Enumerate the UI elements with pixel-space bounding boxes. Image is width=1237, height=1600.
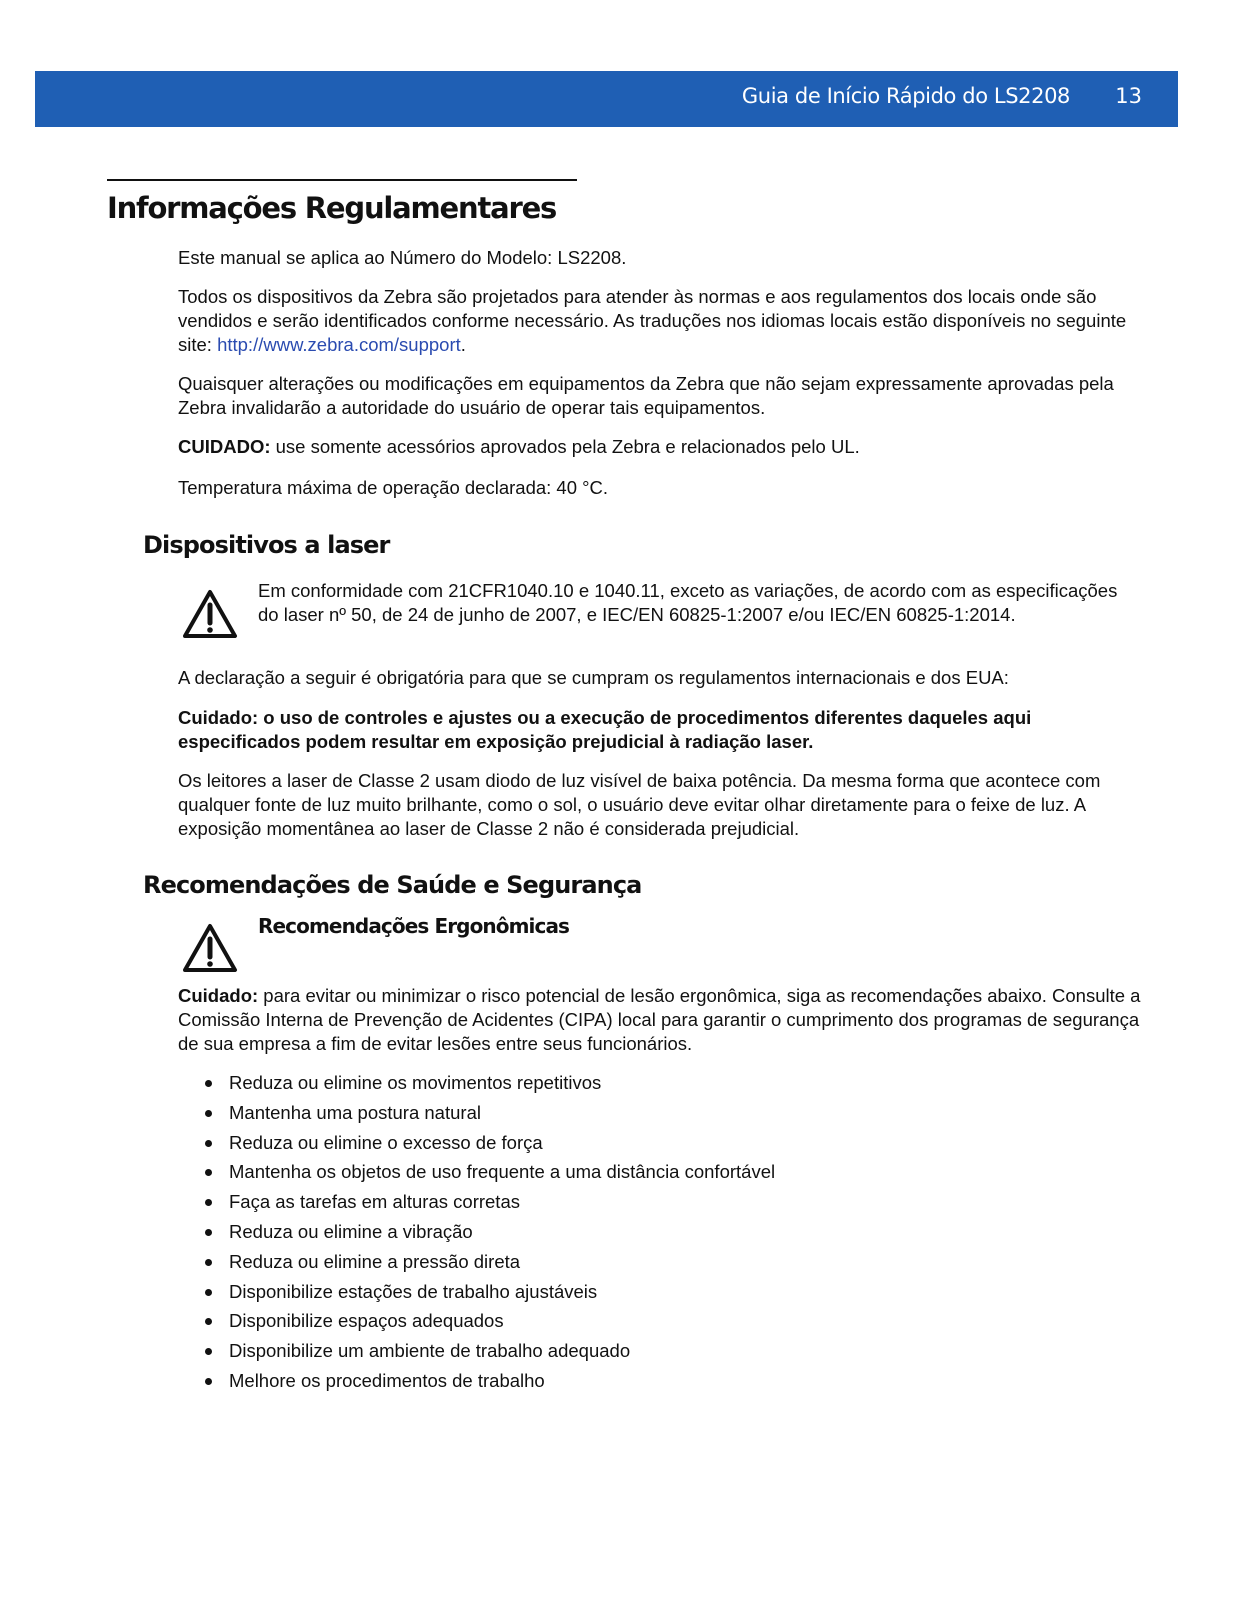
compliance-text-end: .: [460, 334, 466, 355]
warning-triangle-icon: [181, 588, 239, 640]
laser-compliance-paragraph: Em conformidade com 21CFR1040.10 e 1040.11, exceto as variações, de acordo com as especificações do laser nº 50, de 24 de junho de 2007, e IEC/EN 60825-1:2007 e/ou IEC/EN 60825-1:2014.: [258, 580, 1118, 625]
ergonomic-caution-paragraph: [178, 984, 1148, 1056]
document-title: Guia de Início Rápido do LS2208: [741, 84, 1070, 108]
ergonomic-list: [198, 1071, 775, 1399]
section-divider: [107, 179, 577, 181]
list-item: Reduza ou elimine a vibração: [198, 1220, 775, 1250]
bullet-icon: [205, 1199, 212, 1206]
list-item: Disponibilize estações de trabalho ajustáveis: [198, 1280, 775, 1310]
laser-statement-paragraph: A declaração a seguir é obrigatória para que se cumpram os regulamentos internacionais e dos EUA:: [178, 667, 1009, 688]
warning-triangle-icon: [181, 922, 239, 974]
laser-section-title: Dispositivos a laser: [143, 531, 390, 559]
caution-label: CUIDADO:: [178, 436, 271, 457]
list-item: Mantenha uma postura natural: [198, 1101, 775, 1131]
accessories-caution: [178, 435, 1148, 459]
section-title: Informações Regulamentares: [107, 191, 557, 225]
bullet-icon: [205, 1140, 212, 1147]
list-item: Melhore os procedimentos de trabalho: [198, 1369, 775, 1399]
bullet-icon: [205, 1259, 212, 1266]
ergonomic-caution-label: Cuidado:: [178, 985, 259, 1006]
compliance-paragraph: [178, 285, 1148, 357]
caution-text: use somente acessórios aprovados pela Zebra e relacionados pelo UL.: [270, 436, 860, 457]
bullet-icon: [205, 1318, 212, 1325]
bullet-icon: [205, 1348, 212, 1355]
list-item: Disponibilize um ambiente de trabalho adequado: [198, 1339, 775, 1369]
health-section-title: Recomendações de Saúde e Segurança: [143, 871, 642, 899]
list-item: Reduza ou elimine o excesso de força: [198, 1131, 775, 1161]
page-header-bar: [35, 71, 1178, 127]
bullet-icon: [205, 1378, 212, 1385]
bullet-icon: [205, 1169, 212, 1176]
page-number: 13: [1115, 84, 1142, 108]
list-item: Disponibilize espaços adequados: [198, 1309, 775, 1339]
modifications-paragraph: Quaisquer alterações ou modificações em equipamentos da Zebra que não sejam expressamente aprovadas pela Zebra invalidarão a autoridade do usuário de operar tais equipamentos.: [178, 373, 1114, 418]
list-item: Reduza ou elimine a pressão direta: [198, 1250, 775, 1280]
laser-caution-paragraph: Cuidado: o uso de controles e ajustes ou a execução de procedimentos diferentes daqueles aqui especificados podem resultar em exposição prejudicial à radiação laser.: [178, 707, 1032, 752]
list-item: Mantenha os objetos de uso frequente a uma distância confortável: [198, 1160, 775, 1190]
model-paragraph: Este manual se aplica ao Número do Modelo: LS2208.: [178, 247, 627, 268]
list-item: Reduza ou elimine os movimentos repetitivos: [198, 1071, 775, 1101]
bullet-icon: [205, 1289, 212, 1296]
bullet-icon: [205, 1110, 212, 1117]
class2-paragraph: Os leitores a laser de Classe 2 usam diodo de luz visível de baixa potência. Da mesma forma que acontece com qualquer fonte de luz muito brilhante, como o sol, o usuário deve evitar olhar diretamente para o feixe de luz. A exposição momentânea ao laser de Classe 2 não é considerada prejudicial.: [178, 770, 1101, 839]
support-link[interactable]: http://www.zebra.com/support: [217, 334, 461, 355]
list-item: Faça as tarefas em alturas corretas: [198, 1190, 775, 1220]
ergonomic-caution-text: para evitar ou minimizar o risco potencial de lesão ergonômica, siga as recomendações abaixo. Consulte a Comissão Interna de Prevenção de Acidentes (CIPA) local para garantir o cumprimento dos programas de segurança de sua empresa a fim de evitar lesões entre seus funcionários.: [178, 985, 1141, 1054]
bullet-icon: [205, 1080, 212, 1087]
temperature-paragraph: Temperatura máxima de operação declarada: 40 °C.: [178, 477, 609, 498]
ergonomic-subtitle: Recomendações Ergonômicas: [258, 914, 570, 938]
bullet-icon: [205, 1229, 212, 1236]
compliance-text: Todos os dispositivos da Zebra são projetados para atender às normas e aos regulamentos dos locais onde são vendidos e serão identificados conforme necessário. As traduções nos idiomas locais estão disponíveis no seguinte site:: [178, 286, 1127, 355]
